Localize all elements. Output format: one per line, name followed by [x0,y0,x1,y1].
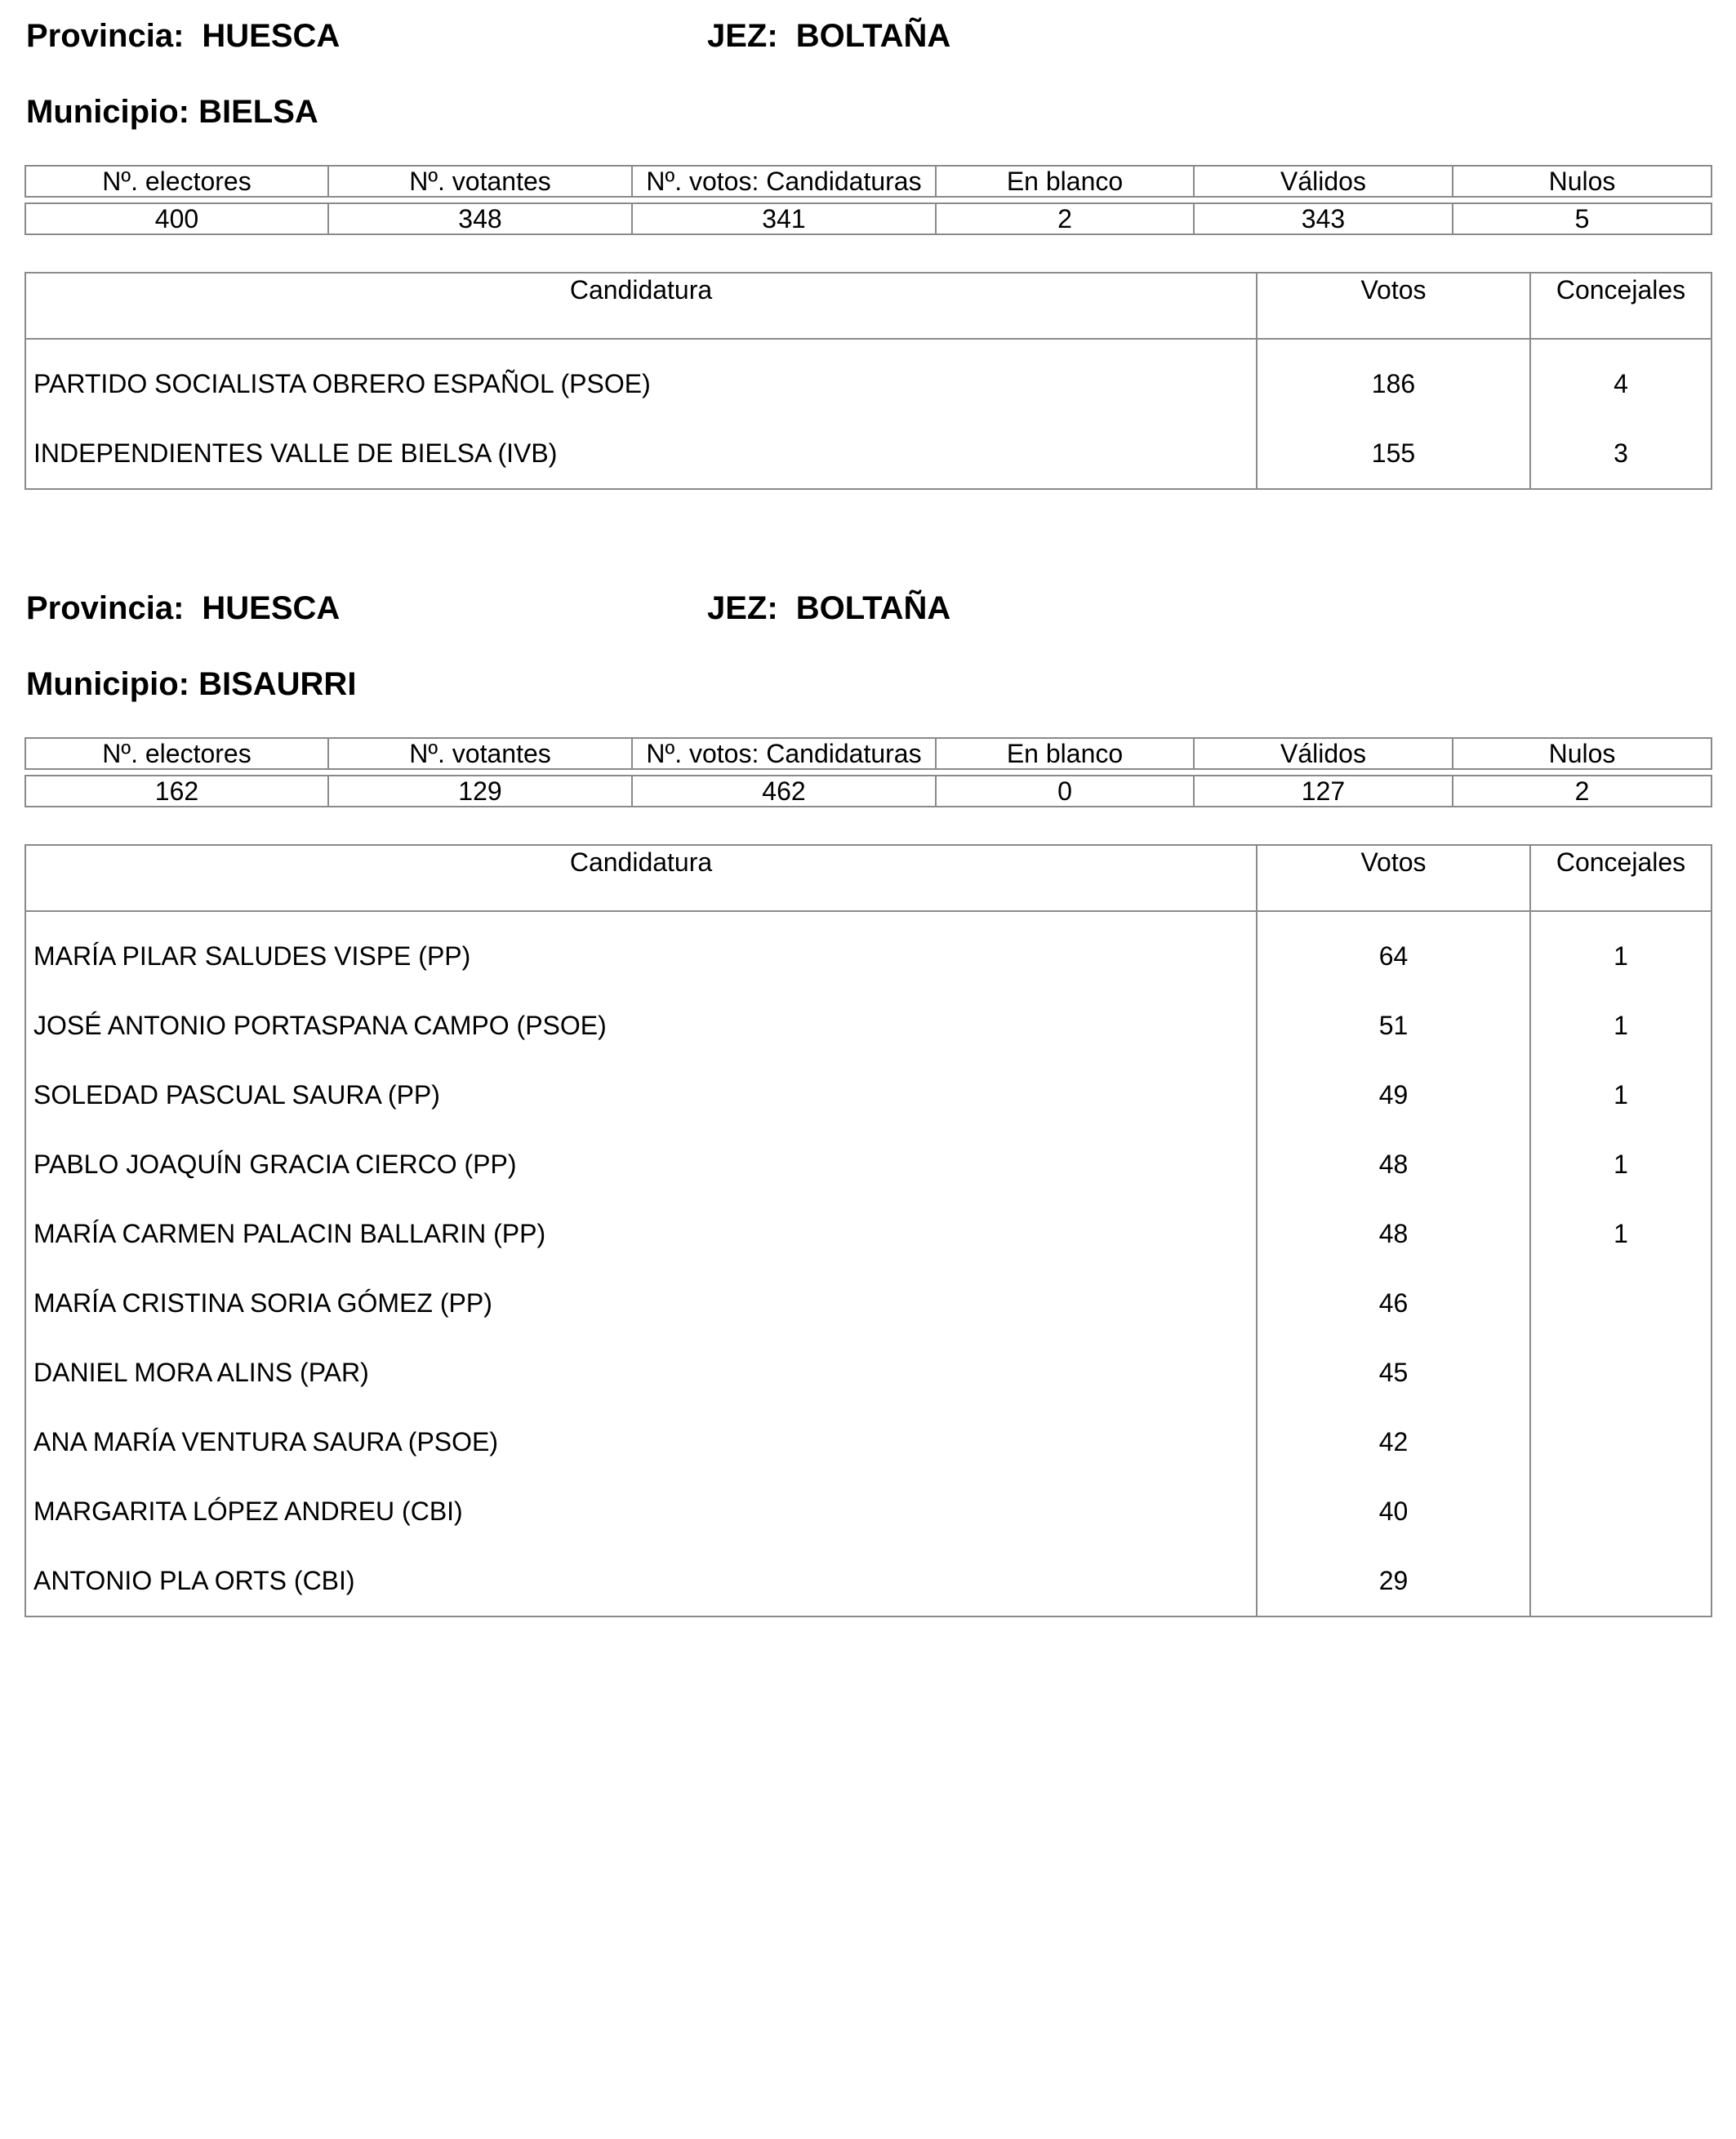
table-row [25,419,1712,489]
summary-value-votantes: 348 [328,203,632,234]
candidate-concejales: 4 [1530,339,1712,419]
candidate-concejales: 1 [1530,1130,1712,1199]
summary-value-votos-candidaturas: 462 [632,776,936,807]
candidate-concejales [1530,1338,1712,1407]
jez-value: BOLTAÑA [795,18,951,54]
table-row [25,339,1712,419]
results-header-row [25,273,1712,339]
candidate-votos: 155 [1257,419,1530,489]
summary-header-en-blanco: En blanco [936,166,1194,197]
jez-label: JEZ: [707,590,778,626]
candidate-name: DANIEL MORA ALINS (PAR) [33,1358,369,1387]
provincia-label: Provincia: [26,590,185,626]
jez-heading [707,590,950,627]
candidate-votos: 49 [1257,1061,1530,1130]
candidate-votos: 40 [1257,1477,1530,1546]
summary-header-electores: Nº. electores [25,738,328,769]
summary-value-row [25,203,1712,234]
candidate-name: PABLO JOAQUÍN GRACIA CIERCO (PP) [33,1150,517,1179]
table-row [25,911,1712,991]
table-row [25,1477,1712,1546]
results-header-votos: Votos [1257,273,1530,339]
municipio-heading [26,94,318,131]
summary-header-validos: Válidos [1194,166,1453,197]
results-header-concejales: Concejales [1530,845,1712,911]
table-row [25,1407,1712,1477]
candidate-votos: 45 [1257,1338,1530,1407]
summary-value-votantes: 129 [328,776,632,807]
summary-header-nulos: Nulos [1453,738,1712,769]
candidate-concejales: 1 [1530,1199,1712,1269]
candidate-concejales: 1 [1530,1061,1712,1130]
municipio-value: BIELSA [198,94,318,130]
summary-table [24,165,1712,235]
candidate-name: MARÍA CRISTINA SORIA GÓMEZ (PP) [33,1288,492,1318]
candidate-name: SOLEDAD PASCUAL SAURA (PP) [33,1080,440,1110]
candidate-concejales: 1 [1530,911,1712,991]
summary-value-electores: 400 [25,203,328,234]
candidate-concejales: 1 [1530,991,1712,1061]
summary-value-validos: 343 [1194,203,1453,234]
summary-table [24,737,1712,807]
summary-header-votantes: Nº. votantes [328,166,632,197]
candidate-name: JOSÉ ANTONIO PORTASPANA CAMPO (PSOE) [33,1011,607,1040]
summary-header-electores: Nº. electores [25,166,328,197]
table-row [25,991,1712,1061]
results-header-row [25,845,1712,911]
candidate-name: MARGARITA LÓPEZ ANDREU (CBI) [33,1496,463,1526]
candidate-votos: 29 [1257,1546,1530,1616]
summary-value-en-blanco: 2 [936,203,1194,234]
jez-label: JEZ: [707,18,778,54]
summary-value-nulos: 5 [1453,203,1712,234]
candidate-votos: 64 [1257,911,1530,991]
candidate-votos: 42 [1257,1407,1530,1477]
candidate-concejales: 3 [1530,419,1712,489]
table-row [25,1061,1712,1130]
summary-value-row [25,776,1712,807]
results-header-candidatura: Candidatura [25,845,1257,911]
results-header-candidatura: Candidatura [25,273,1257,339]
summary-value-nulos: 2 [1453,776,1712,807]
candidate-votos: 186 [1257,339,1530,419]
results-table [24,272,1712,490]
summary-value-validos: 127 [1194,776,1453,807]
summary-header-en-blanco: En blanco [936,738,1194,769]
candidate-concejales [1530,1477,1712,1546]
provincia-label: Provincia: [26,18,185,54]
provincia-value: HUESCA [202,18,341,54]
candidate-name: MARÍA PILAR SALUDES VISPE (PP) [33,941,471,971]
table-row [25,1546,1712,1616]
candidate-name: PARTIDO SOCIALISTA OBRERO ESPAÑOL (PSOE) [33,369,651,398]
summary-header-votos-candidaturas: Nº. votos: Candidaturas [632,166,936,197]
results-header-concejales: Concejales [1530,273,1712,339]
provincia-heading [26,590,340,627]
results-table [24,844,1712,1617]
summary-gap-row [25,197,1712,203]
table-row [25,1269,1712,1338]
summary-gap-row [25,769,1712,776]
provincia-value: HUESCA [202,590,341,626]
summary-value-votos-candidaturas: 341 [632,203,936,234]
table-row [25,1199,1712,1269]
candidate-concejales [1530,1546,1712,1616]
candidate-name: INDEPENDIENTES VALLE DE BIELSA (IVB) [33,438,558,468]
candidate-name: ANTONIO PLA ORTS (CBI) [33,1566,355,1595]
municipio-value: BISAURRI [198,666,357,702]
summary-header-row [25,166,1712,197]
candidate-votos: 48 [1257,1199,1530,1269]
summary-header-nulos: Nulos [1453,166,1712,197]
summary-header-votantes: Nº. votantes [328,738,632,769]
candidate-name: ANA MARÍA VENTURA SAURA (PSOE) [33,1427,499,1456]
candidate-votos: 48 [1257,1130,1530,1199]
results-header-votos: Votos [1257,845,1530,911]
provincia-heading [26,18,340,55]
municipio-label: Municipio: [26,666,189,702]
jez-value: BOLTAÑA [795,590,951,626]
table-row [25,1130,1712,1199]
summary-value-en-blanco: 0 [936,776,1194,807]
candidate-votos: 51 [1257,991,1530,1061]
municipio-label: Municipio: [26,94,189,130]
summary-header-validos: Válidos [1194,738,1453,769]
candidate-votos: 46 [1257,1269,1530,1338]
table-row [25,1338,1712,1407]
candidate-concejales [1530,1269,1712,1338]
candidate-name: MARÍA CARMEN PALACIN BALLARIN (PP) [33,1219,546,1248]
jez-heading [707,18,950,55]
summary-header-row [25,738,1712,769]
summary-value-electores: 162 [25,776,328,807]
candidate-concejales [1530,1407,1712,1477]
summary-header-votos-candidaturas: Nº. votos: Candidaturas [632,738,936,769]
municipio-heading [26,666,356,703]
